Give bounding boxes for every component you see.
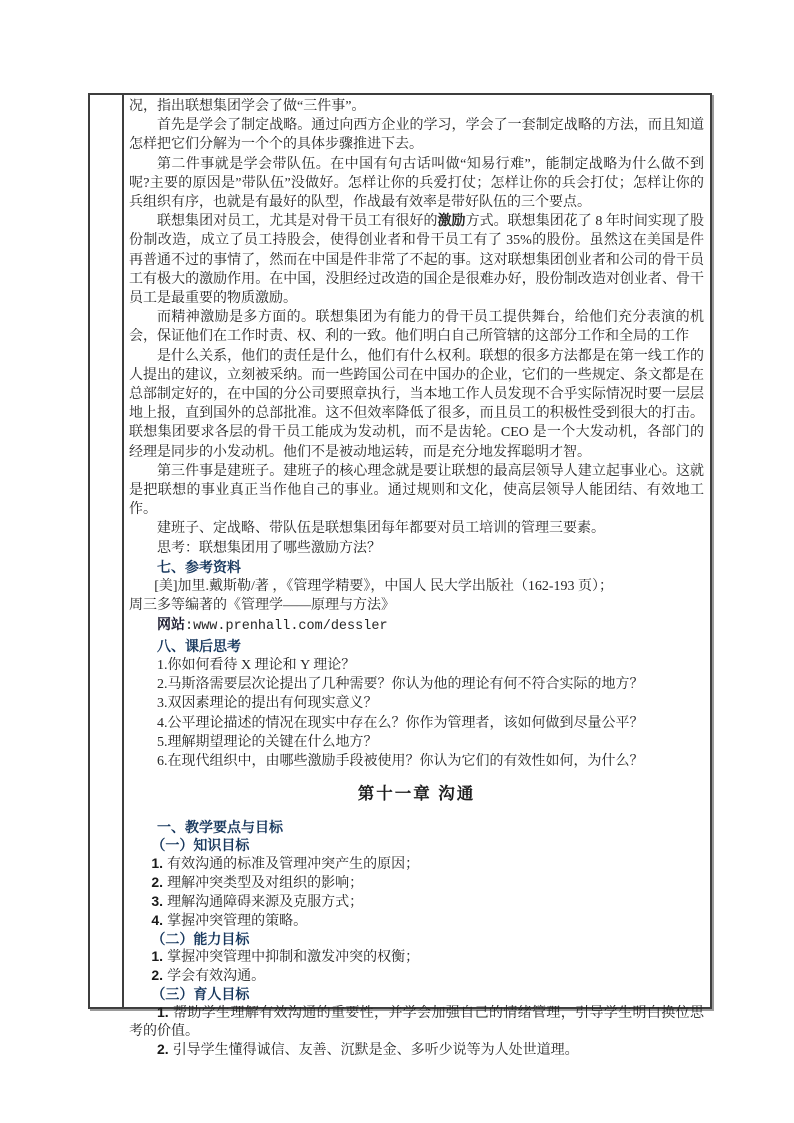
paragraph-strategy: 首先是学会了制定战略。通过向西方企业的学习，学会了一套制定战略的方法，而且知道怎样把它们分解为一个个的具体步骤推进下去。 [129,118,704,153]
knowledge-item-3 [129,893,704,912]
reference-line-1: [美]加里.戴斯勒/著 ，《管理学精要》，中国人 民大学出版社（162-193 页）； [154,579,614,595]
review-question-1: 1.你如何看待 X 理论和 Y 理论？ [157,657,356,673]
paragraph-build-leadership: 第三件事是建班子。建班子的核心理念就是要让联想的最高层领导人建立起事业心。这就是把联想的事业真正当作他自己的事业。通过规则和文化，使高层领导人能团结、有效地工作。 [129,463,704,518]
ability-item-1 [129,948,704,967]
knowledge-item-1 [129,855,704,874]
website-url [185,619,388,634]
website-label: 网站 [157,616,185,633]
review-question-3: 3.双因素理论的提出有何现实意义？ [157,696,378,712]
item-number: 1. [151,948,164,965]
reference-line-2: 周三多等编著的《管理学——原理与方法》 [129,598,395,614]
lesson-plan-table [88,93,712,1058]
ability-objectives-heading: （二）能力目标 [151,930,250,947]
item-number: 2. [157,1040,169,1057]
item-text: 有效沟通的标准及管理冲突产生的原因； [167,856,420,872]
item-text: 学会有效沟通。 [167,969,266,985]
incentive-bold-term: 激励 [437,214,466,230]
paragraph-continued: 况，指出联想集团学会了做“三件事”。 [129,99,366,114]
item-text: 理解沟通障碍来源及克服方式； [167,894,364,910]
item-number: 3. [151,892,164,909]
paragraph-spiritual-incentive: 而精神激励是多方面的。联想集团为有能力的骨干员工提供舞台，给他们充分表演的机会，保证他们在工作时责、权、利的一致。他们明白自己所管辖的这部分工作和全局的工作 [129,310,704,345]
website-separator: : [185,619,194,635]
item-text: 掌握冲突管理中抑制和激发冲突的权衡； [167,950,420,966]
reference-website-line [129,615,704,636]
incentive-text-pre: 联想集团对员工，尤其是对骨干员工有很好的 [157,214,438,230]
item-text: 帮助学生理解有效沟通的重要性，并学会加强自己的情绪管理，引导学生明白换位思考的价值。 [129,1006,704,1040]
item-text: 理解冲突类型及对组织的影响； [167,875,364,891]
website-address: www.prenhall.com/dessler [193,619,388,635]
moral-item-1 [129,1004,704,1041]
teaching-heading: 一、教学要点与目标 [157,819,283,836]
knowledge-objectives-heading: （一）知识目标 [151,837,250,854]
moral-objectives-heading: （三）育人目标 [151,986,250,1003]
table-content-cell [124,95,710,1058]
review-question-2: 2.马斯洛需要层次论提出了几种需要？你认为他的理论有何不符合实际的地方？ [157,677,644,693]
item-number: 2. [151,967,164,984]
item-number: 1. [151,854,164,871]
item-number: 1. [157,1004,169,1021]
review-question-6: 6.在现代组织中，由哪些激励手段被使用？你认为它们的有效性如何，为什么？ [157,753,644,769]
chapter-title: 第十一章 沟通 [357,785,476,804]
paragraph-responsibility: 是什么关系，他们的责任是什么，他们有什么权利。联想的很多方法都是在第一线工作的人提出的建议，立刻被采纳。而一些跨国公司在中国办的企业，它们的一些规定、条文都是在总部制定好的，在中国的分公司要照章执行，当本地工作人员发现不合乎实际情况时要一层层地上报，直到国外的总部批准。这不但效率降低了很多，而且员工的积极性受到很大的打击。联想集团要求各层的骨干员工能成为发动机，而不是齿轮。CEO 是一个大发动机，各部门的经理是同步的小发动机。他们不是被动地运转，而是充分地发挥聪明才智。 [129,348,704,460]
paragraph-think-question: 思考：联想集团用了哪些激励方法？ [157,540,381,556]
item-number: 2. [151,873,164,890]
item-text: 引导学生懂得诚信、友善、沉默是金、多听少说等为人处世道理。 [172,1042,579,1058]
review-question-5: 5.理解期望理论的关键在什么地方？ [157,734,378,750]
item-text: 掌握冲突管理的策略。 [167,913,308,929]
paragraph-incentive [129,212,704,308]
table-left-stub-column [90,95,124,1007]
paragraph-three-elements: 建班子、定战略、带队伍是联想集团每年都要对员工培训的管理三要素。 [157,521,605,537]
item-number: 4. [151,911,164,928]
knowledge-item-2 [129,874,704,893]
ability-item-2 [129,967,704,986]
teaching-objectives-section [129,819,704,1060]
incentive-text-post: 方式。联想集团花了 8 年时间实现了股份制改造，成立了员工持股会，使得创业者和骨干员工有了 35%的股份。虽然这在美国是件再普通不过的事情了，然而在中国是件非常了不起的事。这对联想集团创业者和公司的骨干员工有极大的激励作用。在中国，没胆经过改造的国企是很难办好，股份制改造对创业者、骨干员工是最重要的物质激励。 [129,214,705,307]
paragraph-lead-team: 第二件事就是学会带队伍。在中国有句古话叫做“知易行难”，能制定战略为什么做不到呢?主要的原因是”带队伍”没做好。怎样让你的兵爱打仗；怎样让你的兵会打仗；怎样让你的兵组织有序，也就是有最好的队型，作战最有效率是带好队伍的三个要点。 [129,156,704,211]
moral-item-2 [129,1041,704,1060]
section-heading-review: 八、课后思考 [157,637,241,654]
review-question-4: 4.公平理论描述的情况在现实中存在么？你作为管理者，该如何做到尽量公平？ [157,715,644,731]
knowledge-item-4 [129,912,704,931]
section-heading-references: 七、参考资料 [157,558,241,575]
